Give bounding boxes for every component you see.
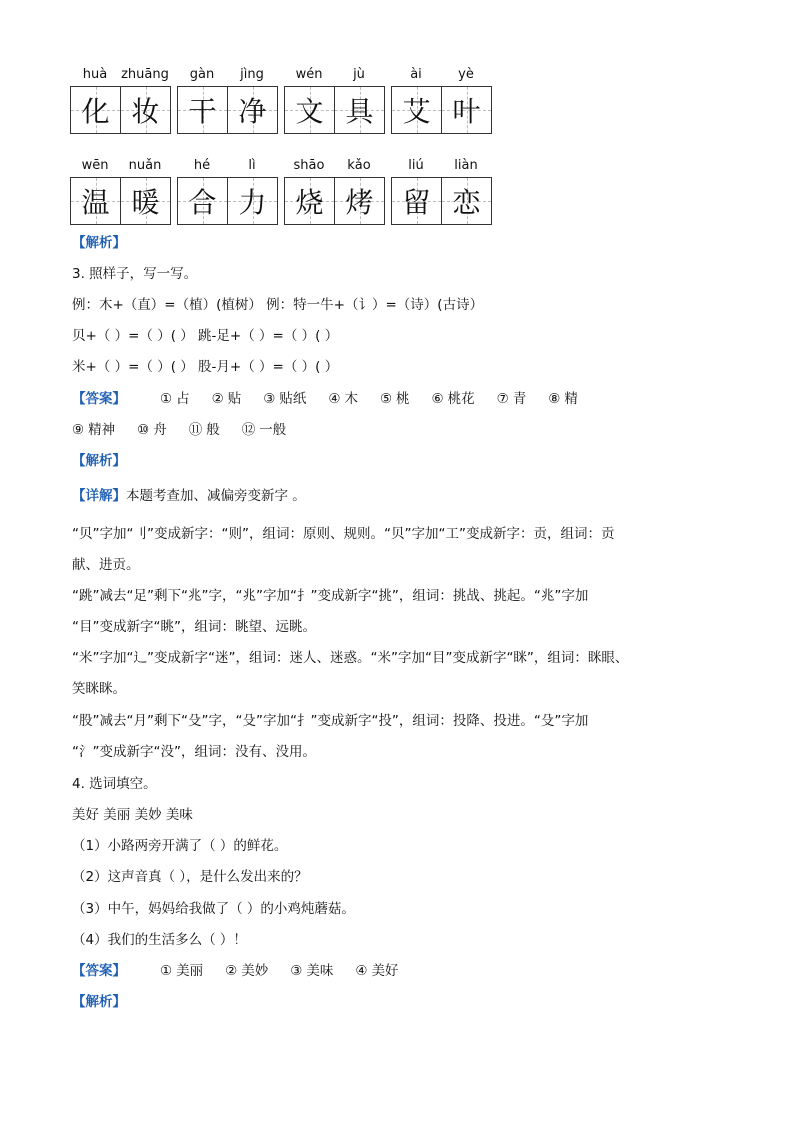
tianzige-boxes bbox=[284, 177, 385, 225]
pinyin-syllable: jìng bbox=[240, 67, 264, 82]
character-box bbox=[71, 178, 121, 224]
answer-number: ④ bbox=[328, 391, 341, 407]
pinyin-syllable: huà bbox=[82, 67, 108, 82]
hanzi-character: 妆 bbox=[131, 95, 160, 128]
answer-item bbox=[432, 389, 475, 409]
answer-item bbox=[212, 389, 242, 409]
answer-text: 精 bbox=[564, 391, 578, 407]
pinyin-syllable: ài bbox=[410, 67, 422, 82]
answer-text: 桃 bbox=[396, 391, 410, 407]
character-box bbox=[178, 87, 228, 133]
character-box bbox=[442, 87, 491, 133]
answer-item bbox=[189, 420, 220, 440]
hanzi-character: 力 bbox=[238, 186, 267, 219]
analysis-label-2: 【解析】 bbox=[72, 453, 126, 469]
character-box bbox=[285, 178, 335, 224]
answer-text: 美妙 bbox=[241, 963, 269, 979]
character-box bbox=[442, 178, 491, 224]
character-box bbox=[228, 87, 277, 133]
pinyin-line bbox=[70, 64, 171, 86]
answer-number: ③ bbox=[290, 963, 303, 979]
analysis-label-3: 【解析】 bbox=[72, 994, 126, 1010]
answer-number: ④ bbox=[355, 963, 368, 979]
pinyin-syllable: nuǎn bbox=[128, 158, 162, 173]
answer-item bbox=[242, 420, 287, 440]
detail-line: “跳”减去“足”剩下“兆”字，“兆”字加“扌”变成新字“挑”，组词：挑战、挑起。“兆”字加 bbox=[72, 588, 589, 604]
character-box bbox=[228, 178, 277, 224]
hanzi-character: 烤 bbox=[345, 186, 374, 219]
q3-answers-line-1 bbox=[72, 389, 600, 409]
pinyin-syllable: zhuāng bbox=[121, 67, 169, 82]
word-pair bbox=[177, 155, 278, 225]
tianzige-boxes bbox=[391, 177, 492, 225]
pinyin-syllable: wén bbox=[295, 67, 323, 82]
answer-number: ③ bbox=[263, 391, 276, 407]
pinyin-syllable: jù bbox=[353, 67, 365, 82]
q3-row-2: 米+（ ）=（ ）( ） 股-月+（ ）=（ ）( ） bbox=[72, 359, 339, 375]
q3-title: 3. 照样子，写一写。 bbox=[72, 266, 198, 282]
pinyin-line bbox=[284, 64, 385, 86]
hanzi-character: 具 bbox=[345, 95, 374, 128]
hanzi-character: 化 bbox=[81, 95, 110, 128]
answer-label: 【答案】 bbox=[72, 391, 126, 407]
character-box bbox=[121, 87, 170, 133]
hanzi-character: 烧 bbox=[295, 186, 324, 219]
character-box bbox=[335, 87, 384, 133]
answer-number: ⑧ bbox=[548, 391, 561, 407]
q4-words: 美好 美丽 美妙 美味 bbox=[72, 807, 193, 823]
pinyin-syllable: lì bbox=[248, 158, 256, 173]
answer-number: ⑤ bbox=[379, 391, 393, 407]
pinyin-syllable: hé bbox=[193, 158, 211, 173]
detail-line: 献、进贡。 bbox=[72, 557, 140, 573]
answer-item bbox=[548, 389, 578, 409]
tianzige-boxes bbox=[177, 177, 278, 225]
answer-number: ⑦ bbox=[496, 391, 509, 407]
detail-line: “氵”变成新字“没”，组词：没有、没用。 bbox=[72, 744, 316, 760]
pinyin-syllable: gàn bbox=[189, 67, 215, 82]
answer-number: ⑩ bbox=[137, 422, 150, 438]
pinyin-syllable: liàn bbox=[454, 158, 478, 173]
word-pair bbox=[70, 155, 171, 225]
detail-intro-text: 本题考查加、减偏旁变新字 。 bbox=[126, 488, 306, 504]
answer-text: 精神 bbox=[88, 422, 116, 438]
q4-item: （4）我们的生活多么（ ）！ bbox=[72, 932, 247, 948]
q4-title: 4. 选词填空。 bbox=[72, 776, 157, 792]
word-pair bbox=[391, 64, 492, 134]
q3-example: 例：木+（直）=（植）(植树） 例：特一牛+（讠）=（诗）(古诗） bbox=[72, 297, 484, 313]
hanzi-character: 合 bbox=[188, 186, 217, 219]
pinyin-syllable: liú bbox=[408, 158, 424, 173]
pinyin-line bbox=[70, 155, 171, 177]
answer-item bbox=[263, 389, 306, 409]
answer-item bbox=[160, 389, 190, 409]
pinyin-syllable: yè bbox=[458, 67, 474, 82]
word-pair bbox=[284, 155, 385, 225]
q4-answers bbox=[72, 961, 420, 981]
tianzige-boxes bbox=[284, 86, 385, 134]
q4-item: （2）这声音真（ ），是什么发出来的？ bbox=[72, 869, 308, 885]
q4-item: （3）中午，妈妈给我做了（ ）的小鸡炖蘑菇。 bbox=[72, 901, 355, 917]
answer-item bbox=[497, 389, 527, 409]
hanzi-character: 艾 bbox=[402, 95, 431, 128]
character-box bbox=[285, 87, 335, 133]
answer-number: ① bbox=[160, 391, 173, 407]
hanzi-character: 文 bbox=[295, 95, 324, 128]
q3-row-1: 贝+（ ）=（ ）( ） 跳-足+（ ）=（ ）( ） bbox=[72, 328, 339, 344]
answer-item bbox=[380, 389, 410, 409]
q3-answers-line-2 bbox=[72, 420, 308, 440]
detail-line: “米”字加“辶”变成新字“迷”，组词：迷人、迷惑。“米”字加“目”变成新字“眯”，组词：眯眼、 bbox=[72, 650, 629, 666]
answer-text: 般 bbox=[206, 422, 220, 438]
answer-item bbox=[137, 420, 167, 440]
hanzi-character: 温 bbox=[81, 186, 110, 219]
analysis-label-1: 【解析】 bbox=[72, 235, 126, 251]
answer-text: 一般 bbox=[259, 422, 287, 438]
q4-item: （1）小路两旁开满了（ ）的鲜花。 bbox=[72, 838, 288, 854]
word-pair bbox=[391, 155, 492, 225]
detail-line: 笑眯眯。 bbox=[72, 681, 126, 697]
pinyin-line bbox=[284, 155, 385, 177]
answer-text: 美丽 bbox=[176, 963, 204, 979]
character-box bbox=[178, 178, 228, 224]
tianzige-boxes bbox=[70, 177, 171, 225]
hanzi-character: 恋 bbox=[452, 186, 481, 219]
answer-text: 舟 bbox=[153, 422, 167, 438]
character-box bbox=[392, 178, 442, 224]
character-box bbox=[335, 178, 384, 224]
pinyin-syllable: kǎo bbox=[347, 158, 371, 173]
word-pair bbox=[284, 64, 385, 134]
answer-text: 美味 bbox=[306, 963, 334, 979]
word-pair bbox=[70, 64, 171, 134]
answer-item bbox=[290, 961, 333, 981]
answer-number: ① bbox=[160, 963, 173, 979]
answer-number: ⑫ bbox=[241, 422, 256, 438]
word-pair bbox=[177, 64, 278, 134]
character-box bbox=[121, 178, 170, 224]
answer-item bbox=[72, 420, 115, 440]
tianzige-boxes bbox=[391, 86, 492, 134]
answer-number: ⑨ bbox=[72, 422, 85, 438]
detail-line: “股”减去“月”剩下“殳”字，“殳”字加“扌”变成新字“投”，组词：投降、投进。“殳”字加 bbox=[72, 713, 589, 729]
answer-text: 占 bbox=[176, 391, 190, 407]
character-box bbox=[71, 87, 121, 133]
character-box bbox=[392, 87, 442, 133]
detail-label: 【详解】 bbox=[72, 488, 126, 504]
answer-text: 美好 bbox=[371, 963, 399, 979]
answer-number: ⑥ bbox=[431, 391, 444, 407]
answer-text: 贴纸 bbox=[279, 391, 307, 407]
pinyin-line bbox=[391, 64, 492, 86]
tianzige-boxes bbox=[70, 86, 171, 134]
hanzi-character: 净 bbox=[238, 95, 267, 128]
tianzige-boxes bbox=[177, 86, 278, 134]
pinyin-syllable: shāo bbox=[293, 158, 325, 173]
answer-number: ② bbox=[211, 391, 224, 407]
detail-line: “目”变成新字“眺”，组词：眺望、远眺。 bbox=[72, 619, 316, 635]
answer-item bbox=[225, 961, 268, 981]
answer-label-q4: 【答案】 bbox=[72, 963, 126, 979]
answer-item bbox=[160, 961, 203, 981]
pinyin-row-1 bbox=[70, 64, 498, 134]
answer-item bbox=[328, 389, 358, 409]
q3-detail-intro bbox=[72, 486, 306, 506]
answer-number: ② bbox=[225, 963, 238, 979]
pinyin-line bbox=[177, 64, 278, 86]
pinyin-line bbox=[391, 155, 492, 177]
answer-text: 贴 bbox=[227, 391, 242, 407]
answer-item bbox=[355, 961, 398, 981]
answer-number: ⑪ bbox=[188, 422, 203, 438]
answer-text: 桃花 bbox=[447, 391, 475, 407]
pinyin-row-2 bbox=[70, 155, 498, 225]
answer-text: 青 bbox=[512, 391, 527, 407]
hanzi-character: 叶 bbox=[452, 95, 481, 128]
pinyin-syllable: wēn bbox=[81, 158, 109, 173]
answer-text: 木 bbox=[344, 391, 358, 407]
detail-line: “贝”字加“刂”变成新字：“则”，组词：原则、规则。“贝”字加“工”变成新字：贡，组词：贡 bbox=[72, 526, 615, 542]
hanzi-character: 干 bbox=[188, 95, 217, 128]
pinyin-line bbox=[177, 155, 278, 177]
hanzi-character: 留 bbox=[402, 186, 431, 219]
hanzi-character: 暖 bbox=[131, 186, 160, 219]
